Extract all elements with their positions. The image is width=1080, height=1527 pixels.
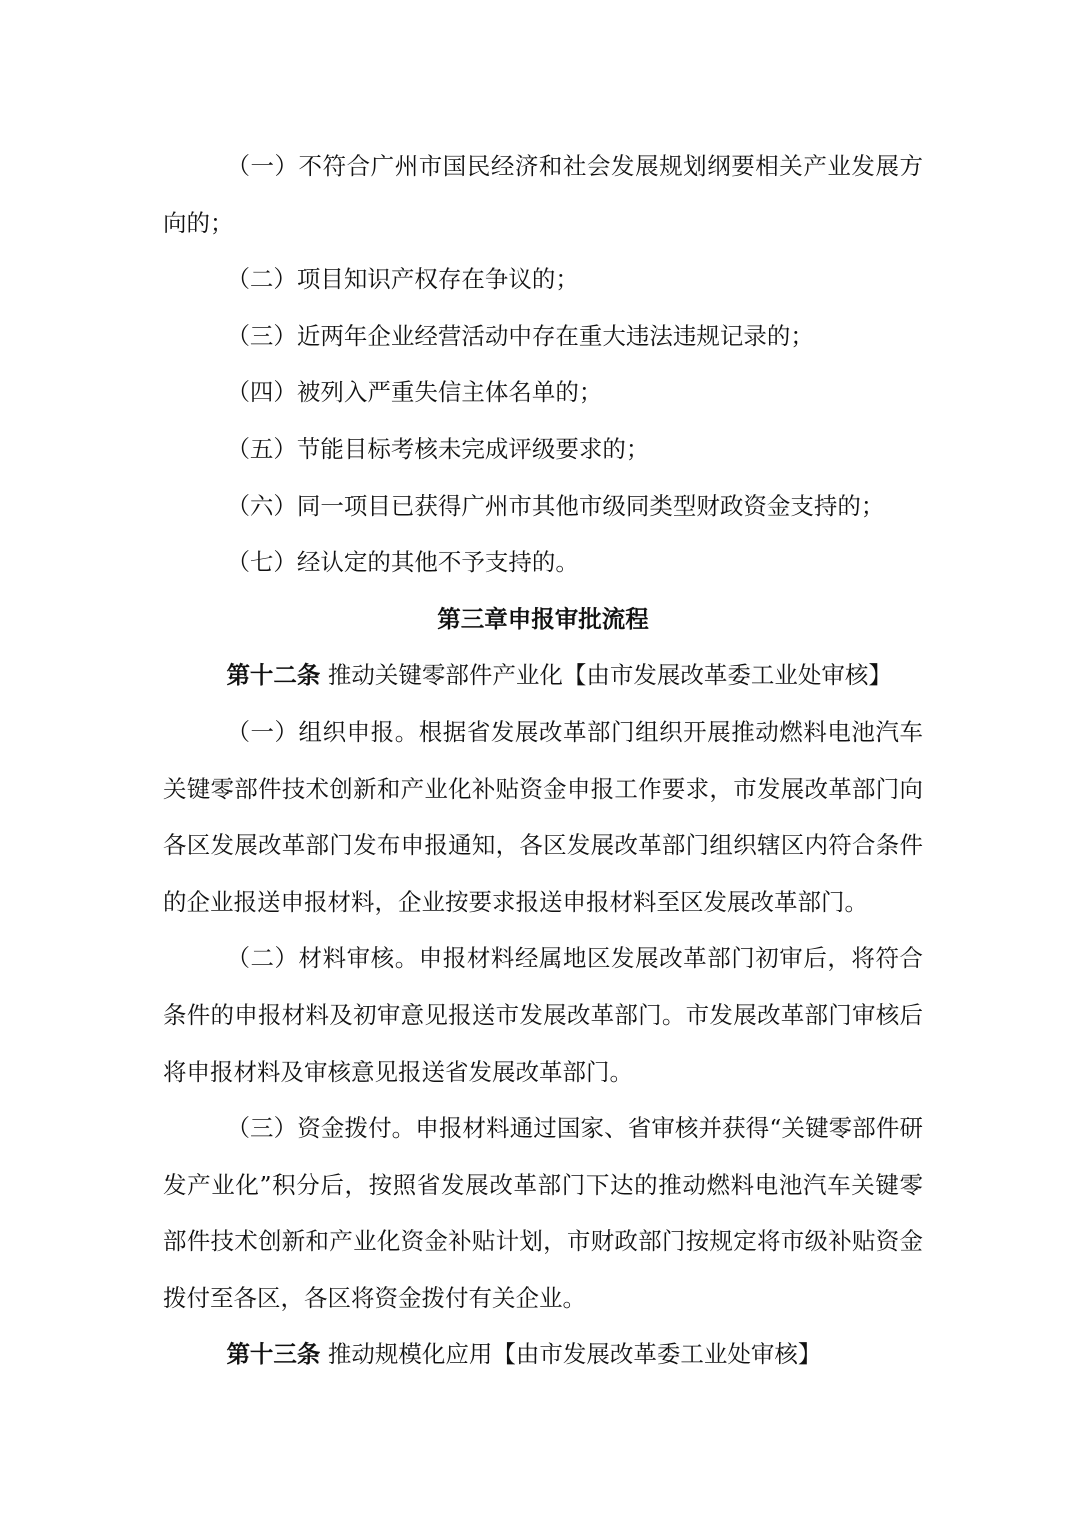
list-item-1: （一）不符合广州市国民经济和社会发展规划纲要相关产业发展方向的；: [163, 152, 923, 237]
article-12-text: 推动关键零部件产业化【由市发展改革委工业处审核】: [320, 661, 892, 690]
article-12-item-1: （一）组织申报。根据省发展改革部门组织开展推动燃料电池汽车关键零部件技术创新和产业化补贴资金申报工作要求，市发展改革部门向各区发展改革部门发布申报通知，各区发展改革部门组织辖区内符合条件的企业报送申报材料，企业按要求报送申报材料至区发展改革部门。: [163, 717, 923, 916]
list-item-3: （三）近两年企业经营活动中存在重大违法违规记录的；: [226, 321, 814, 350]
article-12-number: 第十二条: [226, 661, 321, 690]
chapter-title: 第三章申报审批流程: [437, 604, 649, 633]
article-12-item-3: （三）资金拨付。申报材料通过国家、省审核并获得“关键零部件研发产业化”积分后，按照省发展改革部门下达的推动燃料电池汽车关键零部件技术创新和产业化资金补贴计划，市财政部门按规定将市级补贴资金拨付至各区，各区将资金拨付有关企业。: [163, 1114, 923, 1312]
list-item-2: （二）项目知识产权存在争议的；: [226, 265, 579, 294]
article-13-number: 第十三条: [226, 1340, 321, 1369]
list-item-6: （六）同一项目已获得广州市其他市级同类型财政资金支持的；: [226, 491, 885, 520]
article-12-heading: [163, 647, 923, 704]
article-13-text: 推动规模化应用【由市发展改革委工业处审核】: [320, 1340, 822, 1369]
list-item-7: （七）经认定的其他不予支持的。: [226, 548, 579, 577]
document-body: [163, 138, 923, 1383]
list-item-5: （五）节能目标考核未完成评级要求的；: [226, 434, 650, 463]
article-13-heading: [163, 1326, 923, 1383]
article-12-item-2: （二）材料审核。申报材料经属地区发展改革部门初审后，将符合条件的申报材料及初审意见报送市发展改革部门。市发展改革部门审核后将申报材料及审核意见报送省发展改革部门。: [163, 944, 923, 1086]
list-item-4: （四）被列入严重失信主体名单的；: [226, 378, 603, 407]
